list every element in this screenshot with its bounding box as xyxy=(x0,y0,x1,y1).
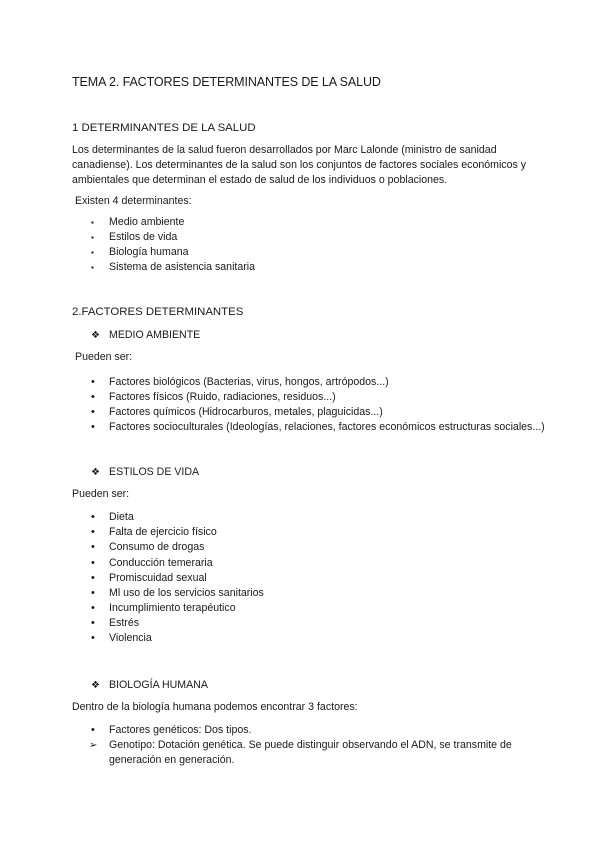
subheading-medio-ambiente: MEDIO AMBIENTE xyxy=(109,329,201,341)
diamond-bullet-icon: ❖ xyxy=(91,330,100,341)
list-item: Factores socioculturales (Ideologías, relaciones, factores económicos estructuras sociales...) xyxy=(109,421,545,433)
medio-intro: Pueden ser: xyxy=(75,351,133,363)
round-bullet-icon: • xyxy=(91,572,95,584)
round-bullet-icon: • xyxy=(91,632,95,644)
subheading-biologia-humana: BIOLOGÍA HUMANA xyxy=(109,679,208,691)
round-bullet-icon: • xyxy=(91,511,95,523)
round-bullet-icon: • xyxy=(91,557,95,569)
round-bullet-icon: • xyxy=(91,421,95,433)
list-item: Falta de ejercicio físico xyxy=(109,526,217,538)
round-bullet-icon: • xyxy=(91,406,95,418)
list-item: Incumplimiento terapéutico xyxy=(109,602,236,614)
list-item: Conducción temeraria xyxy=(109,557,213,569)
list-item: Estilos de vida xyxy=(109,231,178,243)
paragraph-line: canadiense). Los determinantes de la salud son los conjuntos de factores sociales económicos y xyxy=(72,159,527,171)
subheading-estilos-de-vida: ESTILOS DE VIDA xyxy=(109,466,200,478)
list-item: Promiscuidad sexual xyxy=(109,572,207,584)
list-item: Consumo de drogas xyxy=(109,541,205,553)
paragraph-line: Los determinantes de la salud fueron desarrollados por Marc Lalonde (ministro de sanidad xyxy=(72,144,497,156)
list-item: Medio ambiente xyxy=(109,216,185,228)
list-item: Sistema de asistencia sanitaria xyxy=(109,261,256,273)
round-bullet-icon: • xyxy=(91,724,95,736)
round-bullet-icon: • xyxy=(91,376,95,388)
list-item: Factores biológicos (Bacterias, virus, hongos, artrópodos...) xyxy=(109,376,389,388)
paragraph-line: ambientales que determinan el estado de salud de los individuos o poblaciones. xyxy=(72,174,448,186)
arrow-bullet-icon: ➢ xyxy=(89,740,98,751)
square-bullet-icon: ▪ xyxy=(91,248,94,257)
round-bullet-icon: • xyxy=(91,617,95,629)
list-item: Dieta xyxy=(109,511,134,523)
round-bullet-icon: • xyxy=(91,541,95,553)
round-bullet-icon: • xyxy=(91,587,95,599)
determinantes-intro: Existen 4 determinantes: xyxy=(75,195,192,207)
estilos-intro: Pueden ser: xyxy=(72,488,130,500)
square-bullet-icon: ▪ xyxy=(91,218,94,227)
diamond-bullet-icon: ❖ xyxy=(91,467,100,478)
round-bullet-icon: • xyxy=(91,391,95,403)
genotipo-line: generación en generación. xyxy=(109,754,235,766)
list-item: Factores físicos (Ruido, radiaciones, residuos...) xyxy=(109,391,336,403)
list-item: Factores genéticos: Dos tipos. xyxy=(109,724,252,736)
page-title: TEMA 2. FACTORES DETERMINANTES DE LA SALUD xyxy=(72,75,381,89)
square-bullet-icon: ▪ xyxy=(91,263,94,272)
genotipo-line: Genotipo: Dotación genética. Se puede distinguir observando el ADN, se transmite de xyxy=(109,739,512,751)
section-heading-factores: 2.FACTORES DETERMINANTES xyxy=(72,306,244,318)
list-item: Biología humana xyxy=(109,246,189,258)
list-item: Factores químicos (Hidrocarburos, metales, plaguicidas...) xyxy=(109,406,383,418)
round-bullet-icon: • xyxy=(91,602,95,614)
round-bullet-icon: • xyxy=(91,526,95,538)
section-heading-determinantes: 1 DETERMINANTES DE LA SALUD xyxy=(72,122,256,134)
list-item: Ml uso de los servicios sanitarios xyxy=(109,587,264,599)
diamond-bullet-icon: ❖ xyxy=(91,680,100,691)
biologia-intro: Dentro de la biología humana podemos encontrar 3 factores: xyxy=(72,701,358,713)
list-item: Estrés xyxy=(109,617,140,629)
square-bullet-icon: ▪ xyxy=(91,233,94,242)
list-item: Violencia xyxy=(109,632,152,644)
